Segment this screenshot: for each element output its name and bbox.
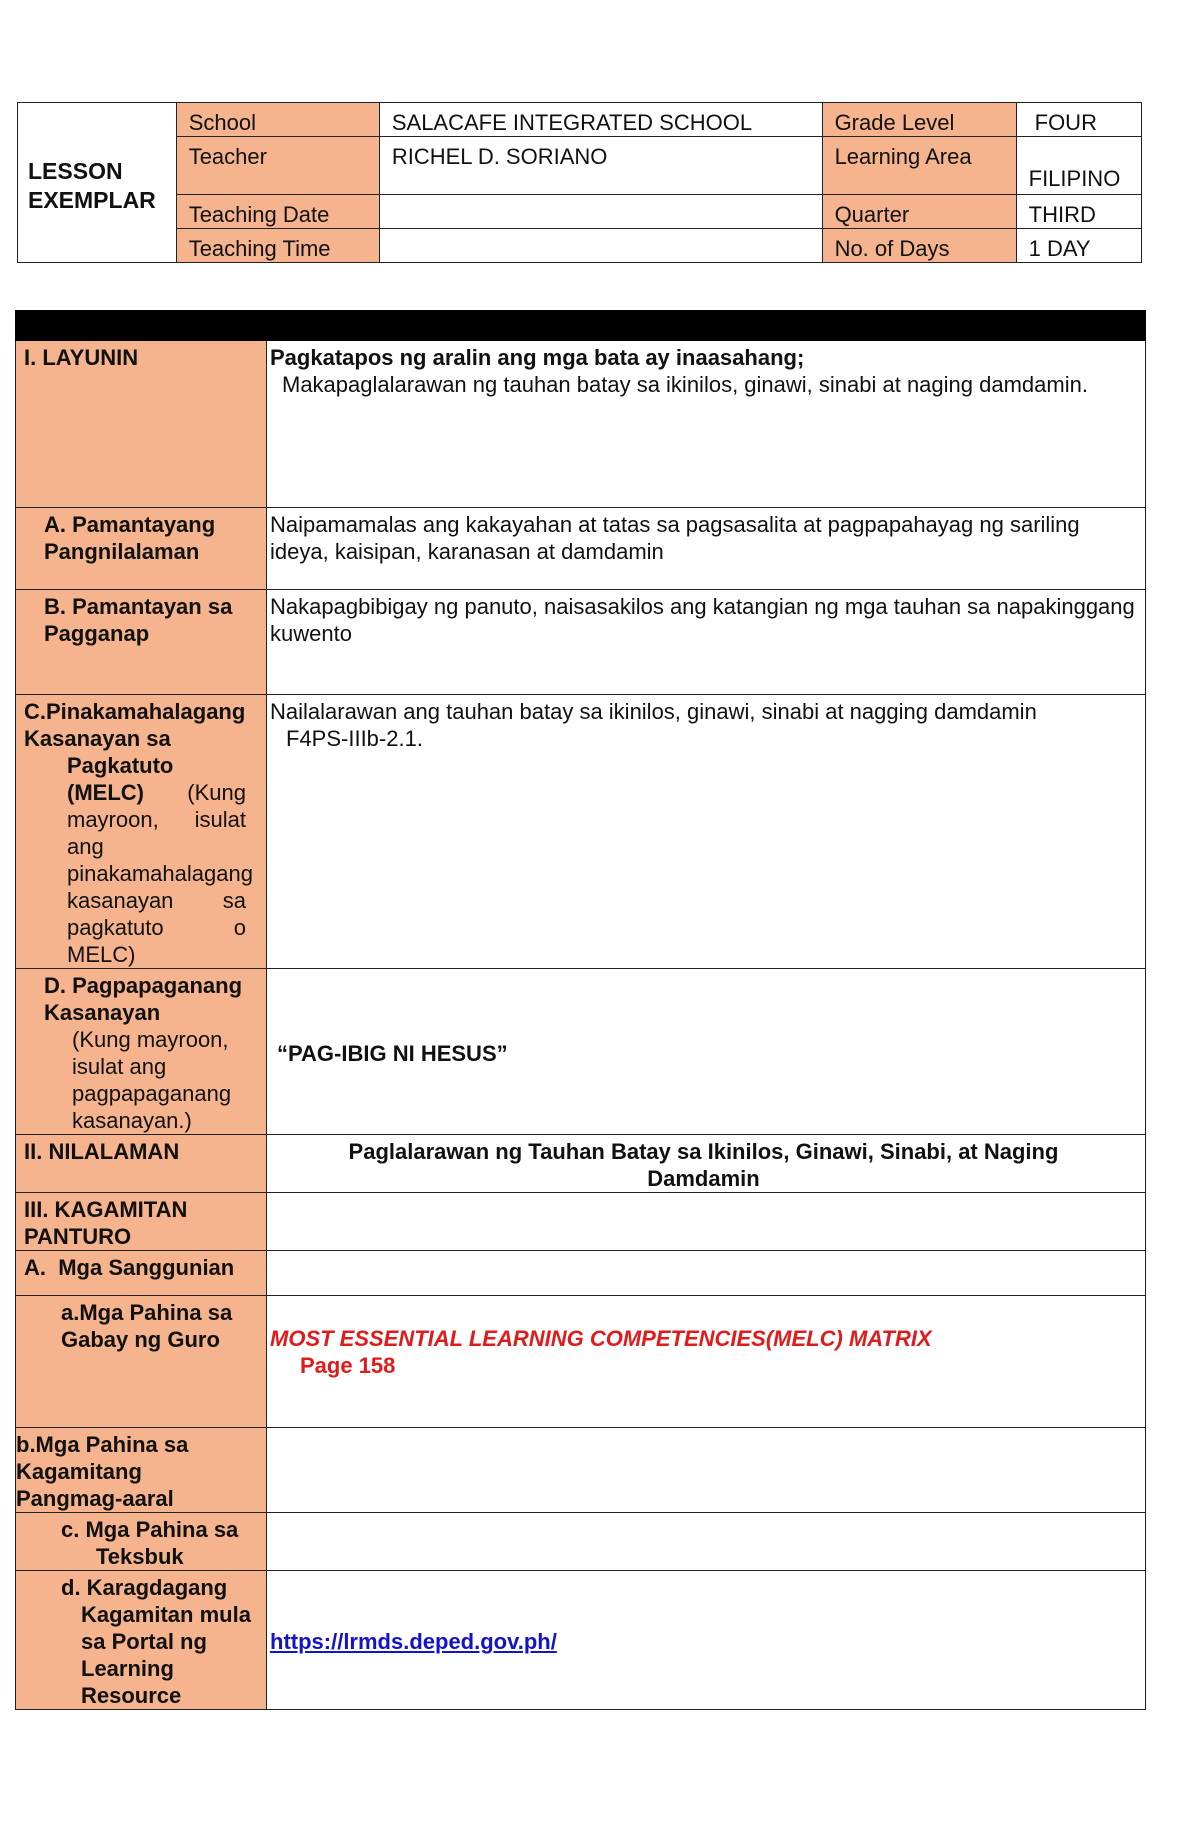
melc-code: F4PS-IIIb-2.1. — [286, 726, 423, 751]
row-teksbuk — [16, 1513, 1146, 1571]
row-mga-sanggunian — [16, 1251, 1146, 1296]
grade-level-label: Grade Level — [822, 103, 1016, 137]
teaching-date-label: Teaching Date — [176, 195, 379, 229]
learning-area-value: FILIPINO — [1016, 137, 1141, 195]
pagpapaganang-kasanayan-value: “PAG-IBIG NI HESUS” — [267, 969, 1146, 1135]
nilalaman-value: Paglalarawan ng Tauhan Batay sa Ikinilos, Ginawi, Sinabi, at Naging Damdamin — [267, 1135, 1146, 1193]
learning-resource-portal-value — [267, 1571, 1146, 1710]
row-nilalaman — [16, 1135, 1146, 1193]
quarter-label: Quarter — [822, 195, 1016, 229]
layunin-body: Makapaglalarawan ng tauhan batay sa ikinilos, ginawi, sinabi at naging damdamin. — [282, 372, 1088, 397]
row-melc — [16, 695, 1146, 969]
melc-value: Nailalarawan ang tauhan batay sa ikinilos, ginawi, sinabi at nagging damdamin — [270, 699, 1037, 724]
lrmds-link[interactable]: https://lrmds.deped.gov.ph/ — [270, 1629, 557, 1654]
teacher-label: Teacher — [176, 137, 379, 195]
row-kagamitan-panturo — [16, 1193, 1146, 1251]
pagpapaganang-kasanayan-label: D. Pagpapaganang Kasanayan (Kung mayroon, isulat ang pagpapaganang kasanayan.) — [16, 969, 267, 1135]
row-learning-resource-portal — [16, 1571, 1146, 1710]
mga-sanggunian-label: A. Mga Sanggunian — [16, 1251, 267, 1296]
gabay-ng-guro-value — [267, 1296, 1146, 1428]
lesson-exemplar-title: LESSON EXEMPLAR — [18, 103, 177, 263]
melc-matrix-reference: MOST ESSENTIAL LEARNING COMPETENCIES(MELC) MATRIX — [270, 1326, 932, 1351]
kagamitan-panturo-label: III. KAGAMITAN PANTURO — [16, 1193, 267, 1251]
row-layunin — [16, 341, 1146, 508]
teksbuk-label: c. Mga Pahina sa Teksbuk — [16, 1513, 267, 1571]
layunin-heading: Pagkatapos ng aralin ang mga bata ay inaasahang; — [270, 345, 805, 370]
teksbuk-value — [267, 1513, 1146, 1571]
lesson-plan-table — [15, 310, 1146, 1710]
teaching-date-value — [379, 195, 822, 229]
learning-area-label: Learning Area — [822, 137, 1016, 195]
melc-label: C.Pinakamahalagang Kasanayan sa Pagkatuto (MELC) (Kung mayroon, isulat ang pinakamahalagang kasanayan sa pagkatuto o MELC) — [16, 695, 267, 969]
pamantayang-pangnilalaman-label: A. Pamantayang Pangnilalaman — [16, 508, 267, 590]
kagamitan-panturo-value — [267, 1193, 1146, 1251]
row-pamantayang-pangnilalaman — [16, 508, 1146, 590]
header-bar-right — [267, 311, 1146, 341]
teaching-time-value — [379, 229, 822, 263]
lesson-header-table — [17, 102, 1142, 263]
gabay-ng-guro-label: a.Mga Pahina sa Gabay ng Guro — [16, 1296, 267, 1428]
quarter-value: THIRD — [1016, 195, 1141, 229]
nilalaman-label: II. NILALAMAN — [16, 1135, 267, 1193]
melc-matrix-page: Page 158 — [300, 1353, 396, 1378]
school-value: SALACAFE INTEGRATED SCHOOL — [379, 103, 822, 137]
no-of-days-label: No. of Days — [822, 229, 1016, 263]
no-of-days-value: 1 DAY — [1016, 229, 1141, 263]
grade-level-value: FOUR — [1016, 103, 1141, 137]
row-kagamitang-pangmag-aaral — [16, 1428, 1146, 1513]
kagamitang-pangmag-aaral-label: b.Mga Pahina sa Kagamitang Pangmag-aaral — [16, 1428, 267, 1513]
row-gabay-ng-guro — [16, 1296, 1146, 1428]
school-label: School — [176, 103, 379, 137]
layunin-label: I. LAYUNIN — [16, 341, 267, 508]
mga-sanggunian-value — [267, 1251, 1146, 1296]
pamantayan-sa-pagganap-label: B. Pamantayan sa Pagganap — [16, 590, 267, 695]
teaching-time-label: Teaching Time — [176, 229, 379, 263]
pamantayang-pangnilalaman-value: Naipamamalas ang kakayahan at tatas sa pagsasalita at pagpapahayag ng sariling ideya, kaisipan, karanasan at damdamin — [267, 508, 1146, 590]
row-pagpapaganang-kasanayan — [16, 969, 1146, 1135]
row-pamantayan-sa-pagganap — [16, 590, 1146, 695]
layunin-content — [267, 341, 1146, 508]
learning-resource-portal-label: d. Karagdagang Kagamitan mula sa Portal ng Learning Resource — [16, 1571, 267, 1710]
header-bar-left — [16, 311, 267, 341]
header-bar — [16, 311, 1146, 341]
teacher-value: RICHEL D. SORIANO — [379, 137, 822, 195]
melc-content — [267, 695, 1146, 969]
pamantayan-sa-pagganap-value: Nakapagbibigay ng panuto, naisasakilos ang katangian ng mga tauhan sa napakinggang kuwento — [267, 590, 1146, 695]
kagamitang-pangmag-aaral-value — [267, 1428, 1146, 1513]
